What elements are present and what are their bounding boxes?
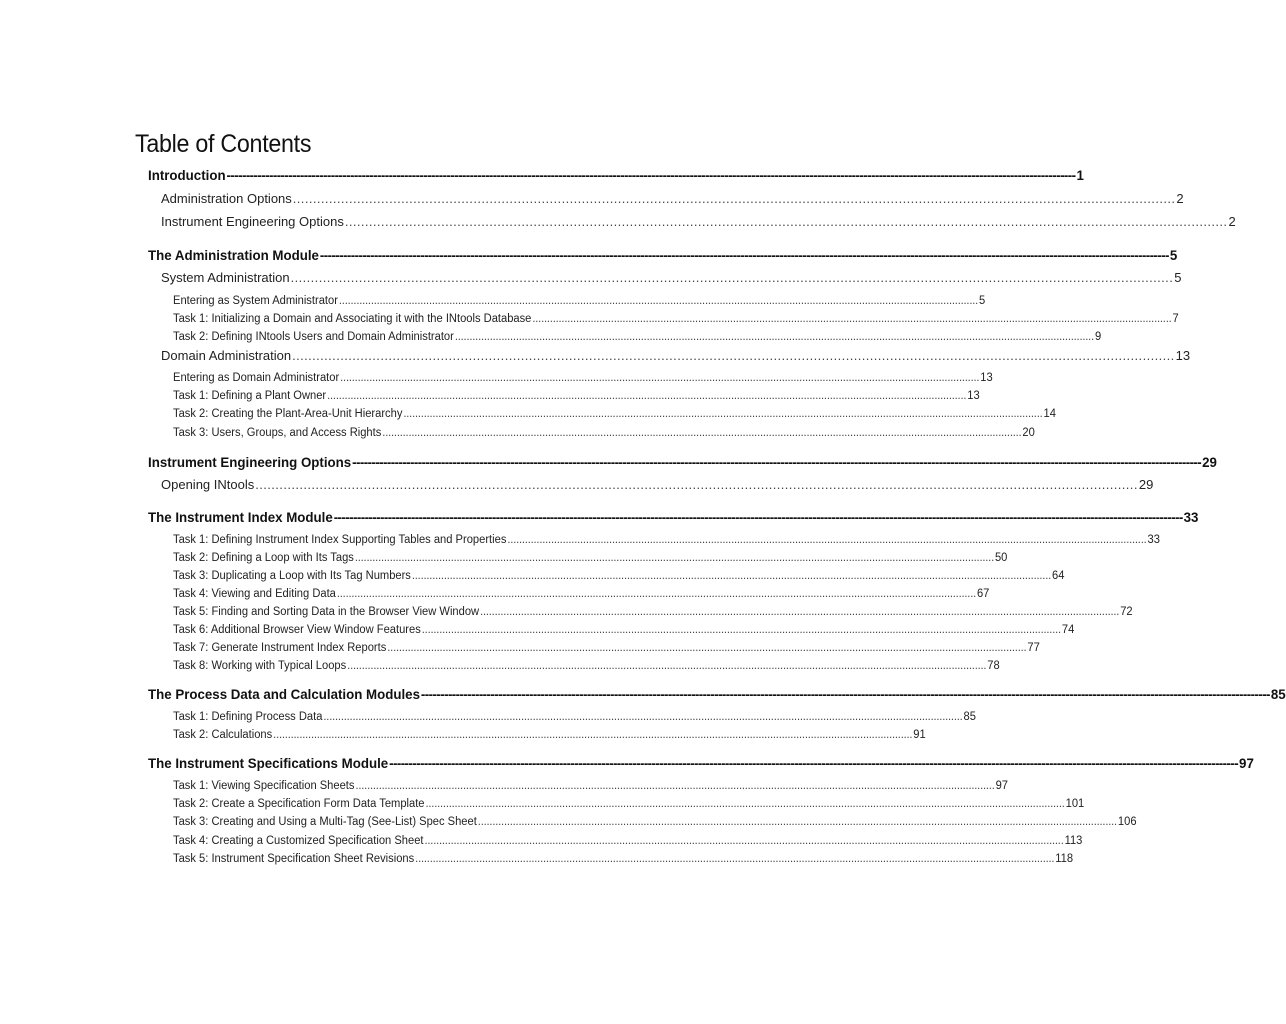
toc-entry-level-3 — [173, 407, 1056, 421]
toc-entry-label: Task 5: Instrument Specification Sheet Revisions — [173, 853, 415, 865]
toc-page-number: 97 — [1239, 755, 1254, 771]
toc-entry-level-1 — [148, 686, 1286, 702]
toc-entry-level-3 — [173, 426, 1035, 440]
toc-entry-level-3 — [173, 852, 1074, 866]
toc-entry-label: Task 1: Defining a Plant Owner — [173, 390, 327, 402]
toc-entry-level-2 — [161, 477, 1154, 493]
toc-page-number: 20 — [1022, 427, 1035, 439]
toc-entry-level-3 — [173, 389, 980, 403]
toc-page-number: 5 — [979, 295, 986, 307]
toc-leader: ---------------------------------------------------------------------------------------------------------------------------------------------------------------------------------------------------------------------------- — [319, 247, 1169, 263]
toc-entry-level-2 — [161, 270, 1182, 286]
toc-leader: ---------------------------------------------------------------------------------------------------------------------------------------------------------------------------------------------------------------------------- — [420, 686, 1270, 702]
toc-entry-level-3 — [173, 587, 990, 601]
toc-page-number: 13 — [980, 372, 993, 384]
toc-page-number: 85 — [1270, 686, 1286, 702]
toc-leader: ............................................................................................................................................................................................................................ — [480, 606, 1120, 618]
toc-entry-label: Task 8: Working with Typical Loops — [173, 660, 347, 672]
toc-entry-level-3 — [173, 371, 993, 385]
toc-leader: ............................................................................................................................................................................................................................ — [424, 835, 1064, 847]
toc-leader: ............................................................................................................................................................................................................................ — [532, 313, 1172, 325]
toc-page-number: 7 — [1172, 313, 1179, 325]
toc-entry-label: Task 3: Users, Groups, and Access Rights — [173, 427, 382, 439]
toc-entry-label: Task 4: Viewing and Editing Data — [173, 588, 336, 600]
toc-page-number: 33 — [1147, 534, 1160, 546]
toc-leader: ............................................................................................................................................................................................................................ — [292, 191, 1176, 206]
toc-entry-level-3 — [173, 623, 1075, 637]
toc-entry-label: Task 3: Duplicating a Loop with Its Tag Numbers — [173, 570, 411, 582]
toc-entry-label: Task 2: Creating the Plant-Area-Unit Hierarchy — [173, 408, 403, 420]
toc-leader: ---------------------------------------------------------------------------------------------------------------------------------------------------------------------------------------------------------------------------- — [226, 167, 1076, 183]
toc-entry-label: Task 1: Defining Instrument Index Supporting Tables and Properties — [173, 534, 507, 546]
toc-entry-level-3 — [173, 834, 1083, 848]
toc-page-number: 85 — [963, 711, 976, 723]
toc-page-number: 13 — [1175, 348, 1191, 363]
toc-entry-level-3 — [173, 797, 1085, 811]
toc-leader: ............................................................................................................................................................................................................................ — [507, 534, 1147, 546]
toc-page-number: 113 — [1064, 835, 1083, 847]
toc-entry-label: Instrument Engineering Options — [148, 454, 352, 470]
toc-entry-level-3 — [173, 728, 926, 742]
toc-entry-level-3 — [173, 533, 1160, 547]
toc-page-number: 118 — [1055, 853, 1074, 865]
page-title: Table of Contents — [135, 129, 312, 158]
toc-leader: ............................................................................................................................................................................................................................ — [421, 624, 1061, 636]
toc-entry-level-1 — [148, 247, 1178, 263]
toc-page-number: 9 — [1094, 331, 1102, 343]
toc-entry-level-1 — [148, 509, 1199, 525]
toc-leader: ............................................................................................................................................................................................................................ — [425, 798, 1065, 810]
toc-page-number: 97 — [995, 780, 1008, 792]
toc-leader: ............................................................................................................................................................................................................................ — [347, 660, 987, 672]
toc-leader: ............................................................................................................................................................................................................................ — [340, 372, 980, 384]
toc-entry-level-3 — [173, 659, 1000, 673]
toc-page-number: 29 — [1202, 454, 1217, 470]
toc-leader: ............................................................................................................................................................................................................................ — [292, 348, 1175, 363]
toc-page-number: 13 — [967, 390, 980, 402]
toc-entry-level-3 — [173, 605, 1133, 619]
toc-entry-level-3 — [173, 330, 1102, 344]
toc-entry-level-2 — [161, 191, 1184, 207]
toc-entry-level-3 — [173, 312, 1179, 326]
toc-entry-level-3 — [173, 641, 1040, 655]
toc-page-number: 91 — [913, 729, 926, 741]
toc-entry-label: Task 3: Creating and Using a Multi-Tag (See-List) Spec Sheet — [173, 816, 477, 828]
toc-leader: ............................................................................................................................................................................................................................ — [355, 780, 995, 792]
toc-page-number: 64 — [1051, 570, 1065, 582]
toc-leader: ............................................................................................................................................................................................................................ — [336, 588, 977, 600]
toc-entry-level-1 — [148, 167, 1084, 183]
toc-page-number: 5 — [1174, 270, 1182, 285]
toc-entry-level-3 — [173, 710, 976, 724]
toc-leader: ............................................................................................................................................................................................................................ — [255, 477, 1138, 492]
toc-entry-label: Task 4: Creating a Customized Specification Sheet — [173, 835, 424, 847]
toc-entry-label: Task 6: Additional Browser View Window Features — [173, 624, 421, 636]
toc-page-number: 29 — [1138, 477, 1154, 492]
toc-entry-label: Task 2: Create a Specification Form Data Template — [173, 798, 425, 810]
toc-leader: ............................................................................................................................................................................................................................ — [344, 214, 1228, 229]
toc-page-number: 106 — [1117, 816, 1137, 828]
toc-entry-label: Task 1: Viewing Specification Sheets — [173, 780, 355, 792]
toc-page-number: 74 — [1061, 624, 1075, 636]
toc-entry-label: Administration Options — [161, 191, 292, 206]
toc-leader: ---------------------------------------------------------------------------------------------------------------------------------------------------------------------------------------------------------------------------- — [352, 454, 1202, 470]
toc-page-number: 101 — [1065, 798, 1085, 810]
toc-page-number: 5 — [1169, 247, 1178, 263]
toc-entry-level-3 — [173, 294, 986, 308]
toc-entry-label: Task 1: Defining Process Data — [173, 711, 323, 723]
toc-entry-level-2 — [161, 348, 1191, 364]
toc-entry-label: The Instrument Specifications Module — [148, 755, 389, 771]
toc-page-number: 72 — [1120, 606, 1133, 618]
toc-entry-label: Task 1: Initializing a Domain and Associating it with the INtools Database — [173, 313, 532, 325]
toc-entry-level-3 — [173, 551, 1008, 565]
toc-entry-label: Instrument Engineering Options — [161, 214, 344, 229]
toc-entry-label: Task 5: Finding and Sorting Data in the Browser View Window — [173, 606, 480, 618]
toc-leader: ............................................................................................................................................................................................................................ — [273, 729, 913, 741]
toc-leader: ............................................................................................................................................................................................................................ — [403, 408, 1043, 420]
toc-entry-label: Task 2: Calculations — [173, 729, 273, 741]
toc-entry-label: The Instrument Index Module — [148, 509, 333, 525]
toc-entry-label: Opening INtools — [161, 477, 255, 492]
toc-leader: ............................................................................................................................................................................................................................ — [387, 642, 1027, 654]
toc-entry-label: Task 7: Generate Instrument Index Reports — [173, 642, 387, 654]
toc-leader: ............................................................................................................................................................................................................................ — [327, 390, 967, 402]
toc-leader: ............................................................................................................................................................................................................................ — [323, 711, 963, 723]
toc-page-number: 33 — [1183, 509, 1199, 525]
toc-leader: ............................................................................................................................................................................................................................ — [354, 552, 994, 564]
toc-leader: ............................................................................................................................................................................................................................ — [454, 331, 1094, 343]
toc-page-number: 1 — [1076, 167, 1084, 183]
toc-entry-label: Task 2: Defining INtools Users and Domain Administrator — [173, 331, 454, 343]
toc-entry-level-1 — [148, 454, 1217, 470]
toc-page-number: 14 — [1043, 408, 1056, 420]
toc-leader: ............................................................................................................................................................................................................................ — [382, 427, 1022, 439]
toc-page-number: 2 — [1228, 214, 1236, 229]
toc-entry-label: Entering as System Administrator — [173, 295, 338, 307]
toc-entry-label: System Administration — [161, 270, 290, 285]
toc-leader: ---------------------------------------------------------------------------------------------------------------------------------------------------------------------------------------------------------------------------- — [333, 509, 1183, 525]
toc-entry-level-3 — [173, 815, 1137, 829]
toc-page-number: 50 — [994, 552, 1008, 564]
toc-leader: ............................................................................................................................................................................................................................ — [290, 270, 1174, 285]
toc-entry-level-2 — [161, 214, 1236, 230]
toc-page-number: 78 — [987, 660, 1000, 672]
toc-leader: ............................................................................................................................................................................................................................ — [477, 816, 1117, 828]
toc-page-number: 67 — [976, 588, 990, 600]
toc-entry-level-1 — [148, 755, 1254, 771]
toc-entry-level-3 — [173, 779, 1008, 793]
toc-entry-label: Introduction — [148, 167, 226, 183]
toc-leader: ............................................................................................................................................................................................................................ — [415, 853, 1055, 865]
toc-entry-label: The Process Data and Calculation Modules — [148, 686, 420, 702]
toc-page-number: 2 — [1176, 191, 1184, 206]
toc-entry-level-3 — [173, 569, 1065, 583]
toc-entry-label: Task 2: Defining a Loop with Its Tags — [173, 552, 354, 564]
toc-page-number: 77 — [1027, 642, 1040, 654]
toc-entry-label: The Administration Module — [148, 247, 319, 263]
toc-entry-label: Entering as Domain Administrator — [173, 372, 340, 384]
toc-leader: ............................................................................................................................................................................................................................ — [338, 295, 979, 307]
toc-leader: ............................................................................................................................................................................................................................ — [411, 570, 1052, 582]
toc-entry-label: Domain Administration — [161, 348, 292, 363]
toc-leader: ---------------------------------------------------------------------------------------------------------------------------------------------------------------------------------------------------------------------------- — [389, 755, 1239, 771]
